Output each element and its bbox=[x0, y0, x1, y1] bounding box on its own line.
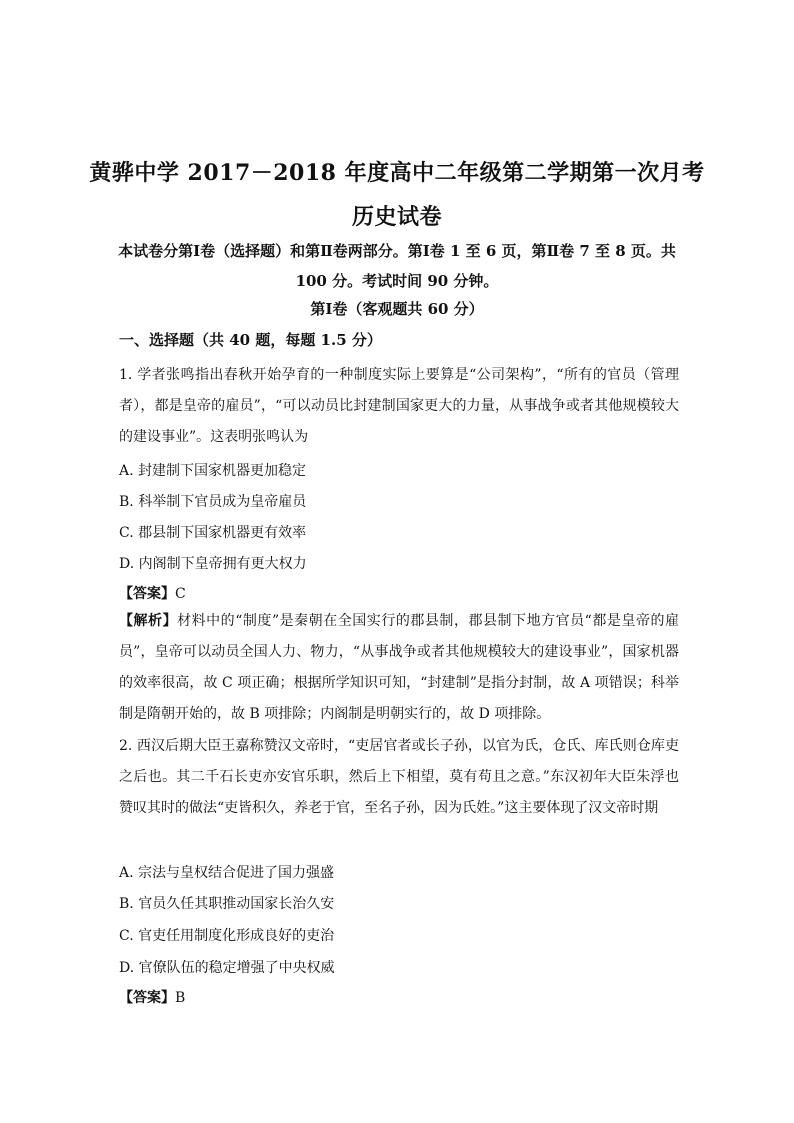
question-2-option-a: A. 宗法与皇权结合促进了国力强盛 bbox=[119, 865, 335, 881]
question-2-option-b: B. 官员久任其职推动国家长治久安 bbox=[119, 896, 335, 912]
answer-label: 【答案】 bbox=[119, 990, 175, 1006]
explanation-text: 材料中的“制度”是秦朝在全国实行的郡县制，郡县制下地方官员“都是皇帝的雇员”，皇帝可以动员全国人力、物力，“从事战争或者其他规模较大的建设事业”，国家机器的效率很高，故 C 项正确；根据所学知识可知，“封建制”是指分封制，故 A 项错误；科举制是隋朝开始的，故 B 项排除；内阁制是明朝实行的，故 D 项排除。 bbox=[119, 613, 679, 722]
question-2-option-c: C. 官吏任用制度化形成良好的吏治 bbox=[119, 928, 335, 944]
question-1-option-a: A. 封建制下国家机器更加稳定 bbox=[119, 463, 307, 479]
question-1-answer bbox=[119, 583, 186, 603]
question-1-option-c: C. 郡县制下国家机器更有效率 bbox=[119, 525, 307, 541]
answer-value: B bbox=[175, 990, 186, 1006]
question-1-option-b: B. 科举制下官员成为皇帝雇员 bbox=[119, 494, 307, 510]
question-1-stem: 1. 学者张鸣指出春秋开始孕育的一种制度实际上要算是“公司架构”，“所有的官员（管理者），都是皇帝的雇员”，“可以动员比封建制国家更大的力量，从事战争或者其他规模较大的建设事业”。这表明张鸣认为 bbox=[119, 367, 679, 445]
explanation-label: 【解析】 bbox=[119, 613, 178, 629]
question-1-option-d: D. 内阁制下皇帝拥有更大权力 bbox=[119, 556, 307, 572]
exam-intro: 本试卷分第Ⅰ卷（选择题）和第Ⅱ卷两部分。第Ⅰ卷 1 至 6 页，第Ⅱ卷 7 至 8 页。共 100 分。考试时间 90 分钟。 bbox=[118, 242, 676, 290]
question-2-option-d: D. 官僚队伍的稳定增强了中央权威 bbox=[119, 960, 335, 976]
answer-value: C bbox=[175, 586, 186, 602]
question-2-answer bbox=[119, 987, 185, 1007]
answer-label: 【答案】 bbox=[119, 586, 175, 602]
question-1-explanation bbox=[119, 606, 679, 730]
exam-title: 黄骅中学 2017－2018 年度高中二年级第二学期第一次月考 bbox=[89, 160, 705, 186]
part-heading: 一、选择题（共 40 题，每题 1.5 分） bbox=[119, 331, 382, 349]
section-heading: 第Ⅰ卷（客观题共 60 分） bbox=[310, 300, 484, 318]
exam-subject-title: 历史试卷 bbox=[351, 204, 442, 230]
question-2-stem: 2. 西汉后期大臣王嘉称赞汉文帝时，“吏居官者或长子孙，以官为氏，仓氏、库氏则仓库吏之后也。其二千石长吏亦安官乐职，然后上下相望，莫有苟且之意。”东汉初年大臣朱浮也赞叹其时的做法“吏皆积久，养老于官，至名子孙，因为氏姓。”这主要体现了汉文帝时期 bbox=[119, 738, 679, 816]
